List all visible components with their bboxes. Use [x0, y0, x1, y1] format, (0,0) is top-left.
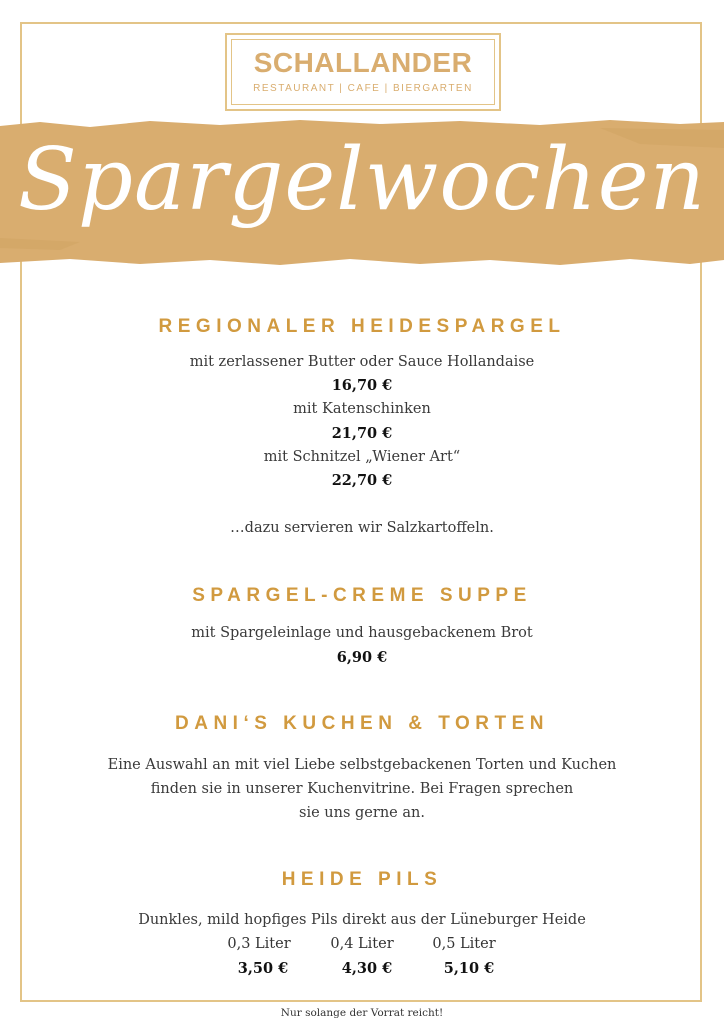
menu-note: …dazu servieren wir Salzkartoffeln.: [230, 520, 494, 536]
logo: [225, 33, 501, 111]
footer-note: Nur solange der Vorrat reicht!: [280, 1007, 444, 1019]
logo-name: SCHALLANDER: [253, 47, 473, 78]
menu-price: 22,70 €: [331, 472, 393, 489]
menu-line: mit Schnitzel „Wiener Art“: [263, 449, 461, 465]
menu-line: sie uns gerne an.: [299, 805, 425, 821]
menu-line: mit zerlassener Butter oder Sauce Hollandaise: [189, 354, 535, 370]
pils-size: 0,5 Liter: [432, 936, 496, 952]
menu-price: 6,90 €: [336, 649, 388, 666]
menu-line: Dunkles, mild hopfiges Pils direkt aus der Lüneburger Heide: [138, 912, 586, 928]
menu-price: 21,70 €: [331, 425, 393, 442]
menu-line: finden sie in unserer Kuchenvitrine. Bei Fragen sprechen: [150, 781, 574, 797]
section-title-suppe: SPARGEL-CREME SUPPE: [192, 585, 532, 606]
pils-price: 5,10 €: [443, 960, 495, 977]
pils-size: 0,3 Liter: [227, 936, 291, 952]
section-title-kuchen: DANI‘S KUCHEN & TORTEN: [175, 713, 549, 734]
logo-subtitle: RESTAURANT | CAFE | BIERGARTEN: [253, 83, 473, 94]
pils-sizes: [0, 936, 724, 956]
section-title-pils: HEIDE PILS: [281, 869, 443, 890]
menu-line: Eine Auswahl an mit viel Liebe selbstgebackenen Torten und Kuchen: [107, 757, 617, 773]
pils-price: 3,50 €: [237, 960, 289, 977]
pils-price: 4,30 €: [341, 960, 393, 977]
pils-size: 0,4 Liter: [330, 936, 394, 952]
banner-title: Spargelwochen: [17, 130, 707, 230]
section-title-spargel: REGIONALER HEIDESPARGEL: [158, 316, 566, 337]
pils-prices: [0, 960, 724, 980]
menu-line: mit Katenschinken: [293, 401, 431, 417]
menu-price: 16,70 €: [331, 377, 393, 394]
menu-line: mit Spargeleinlage und hausgebackenem Brot: [191, 625, 533, 641]
